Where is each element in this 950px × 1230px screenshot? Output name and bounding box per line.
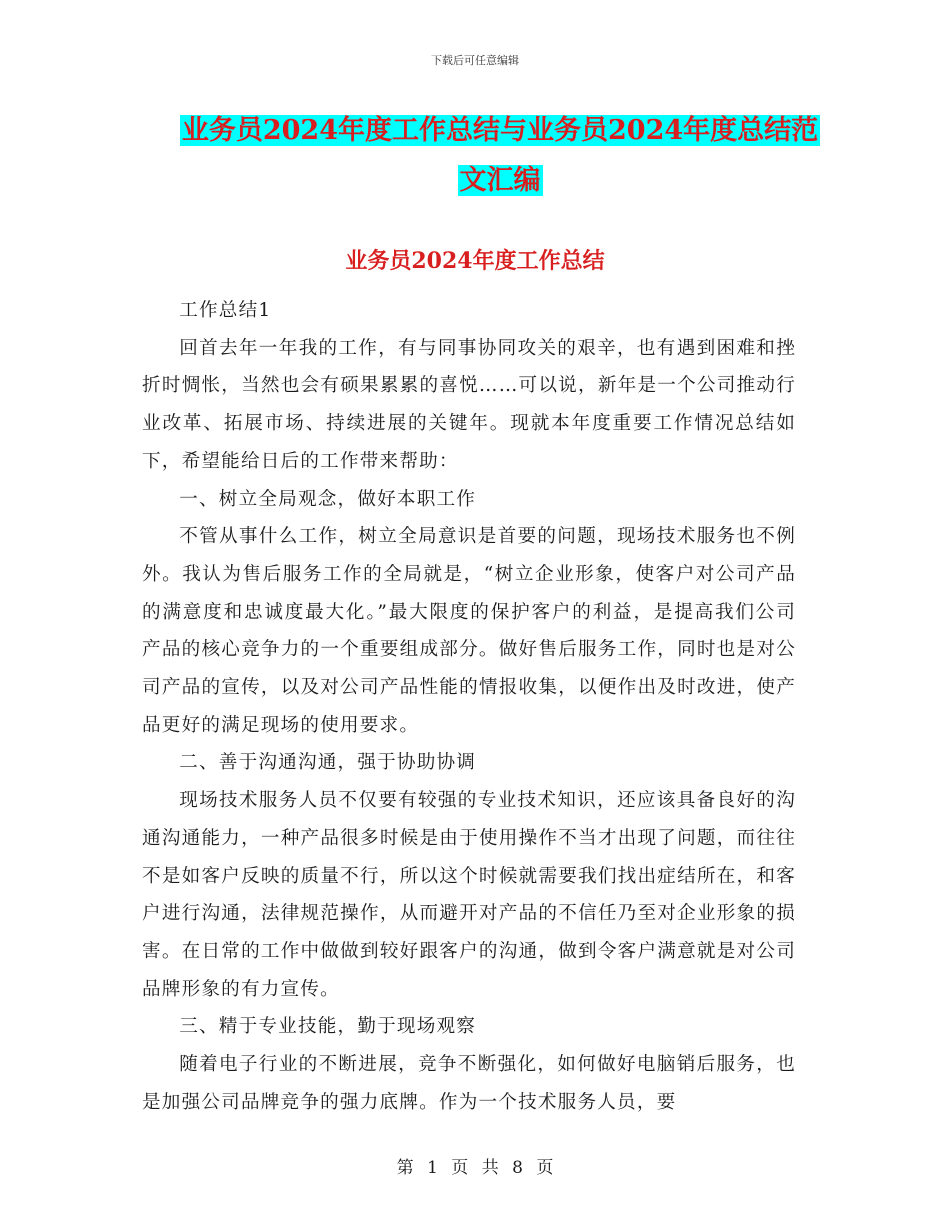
document-body (142, 292, 796, 1121)
document-title-line-2: 文汇编 (459, 165, 541, 196)
subheading-summary-1: 工作总结1 (179, 300, 272, 321)
document-title (150, 106, 850, 206)
paragraph-point-1: 不管从事什么工作，树立全局意识是首要的问题，现场技术服务也不例外。我认为售后服务工作的全局就是，“树立企业形象，使客户对公司产品的满意度和忠诚度最大化。”最大限度的保护客户的利益，是提高我们公司产品的核心竞争力的一个重要组成部分。做好售后服务工作，同时也是对公司产品的宣传，以及对公司产品性能的情报收集，以便作出及时改进，使产品更好的满足现场的使用要求。 (142, 526, 796, 736)
paragraph-intro: 回首去年一年我的工作，有与同事协同攻关的艰辛，也有遇到困难和挫折时惆怅，当然也会有硕果累累的喜悦……可以说，新年是一个公司推动行业改革、拓展市场、持续进展的关键年。现就本年度重要工作情况总结如下，希望能给日后的工作带来帮助： (142, 337, 796, 472)
section-title: 业务员2024年度工作总结 (345, 248, 605, 274)
paragraph-point-2: 现场技术服务人员不仅要有较强的专业技术知识，还应该具备良好的沟通沟通能力，一种产品很多时候是由于使用操作不当才出现了问题，而往往不是如客户反映的质量不行，所以这个时候就需要我们找出症结所在，和客户进行沟通，法律规范操作，从而避开对产品的不信任乃至对企业形象的损害。在日常的工作中做做到较好跟客户的沟通，做到令客户满意就是对公司品牌形象的有力宣传。 (142, 790, 796, 1000)
page-footer: 第 1 页 共 8 页 (396, 1158, 554, 1178)
heading-point-1: 一、树立全局观念，做好本职工作 (179, 488, 477, 510)
document-title-line-1: 业务员2024年度工作总结与业务员2024年度总结范 (181, 115, 819, 146)
heading-point-2: 二、善于沟通沟通，强于协助协调 (179, 752, 477, 774)
heading-point-3: 三、精于专业技能，勤于现场观察 (179, 1016, 477, 1038)
paragraph-point-3: 随着电子行业的不断进展，竞争不断强化，如何做好电脑销后服务，也是加强公司品牌竞争的强力底牌。作为一个技术服务人员，要 (142, 1054, 796, 1113)
header-note: 下载后可任意编辑 (431, 54, 519, 67)
